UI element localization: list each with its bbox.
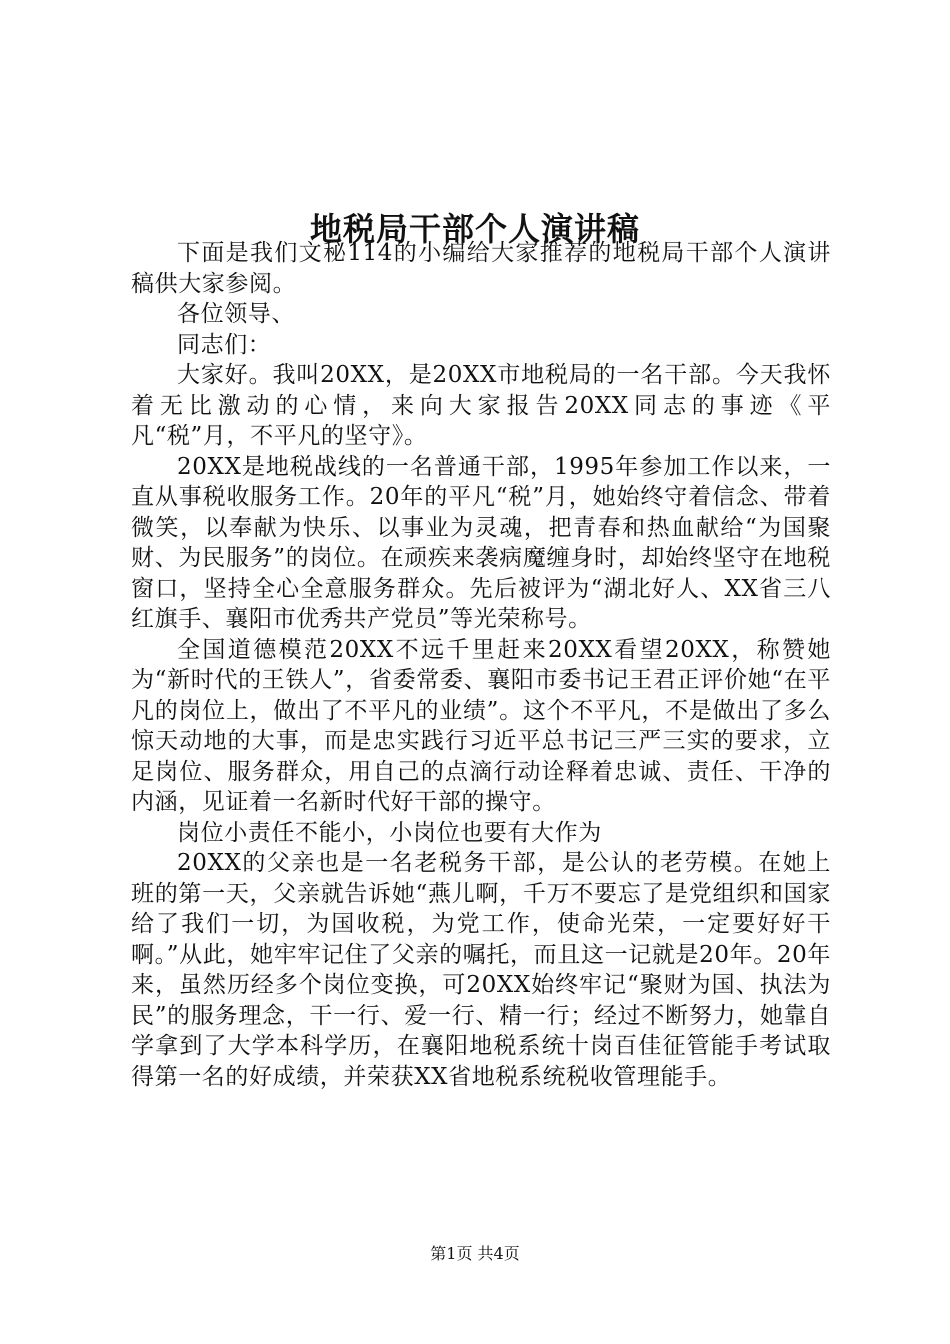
paragraph-intro: 下面是我们文秘114的小编给大家推荐的地税局干部个人演讲稿供大家参阅。: [131, 240, 831, 297]
document-title: 地税局干部个人演讲稿: [309, 210, 640, 249]
page-footer: 第1页 共4页: [430, 1244, 520, 1263]
paragraph-opening: 大家好。我叫20XX，是20XX市地税局的一名干部。今天我怀着无比激动的心情，来向大家报告20XX同志的事迹《平凡“税”月，不平凡的坚守》。: [131, 362, 831, 449]
document-body: [131, 238, 831, 1092]
paragraph-greeting-comrades: 同志们：: [177, 331, 272, 358]
paragraph-greeting-leaders: 各位领导、: [177, 301, 295, 327]
paragraph-father-story: 20XX的父亲也是一名老税务干部，是公认的老劳模。在她上班的第一天，父亲就告诉她“燕儿啊，千万不要忘了是党组织和国家给了我们一切，为国收税，为党工作，使命光荣，一定要好好干啊。”从此，她牢牢记住了父亲的嘱托，而且这一记就是20年。20年来，虽然历经多个岗位变换，可20XX始终牢记“聚财为国、执法为民”的服务理念，干一行、爱一行、精一行；经过不断努力，她靠自学拿到了大学本科学历，在襄阳地税系统十岗百佳征管能手考试取得第一名的好成绩，并荣获XX省地税系统税收管理能手。: [131, 850, 831, 1090]
paragraph-background: 20XX是地税战线的一名普通干部，1995年参加工作以来，一直从事税收服务工作。20年的平凡“税”月，她始终守着信念、带着微笑，以奉献为快乐、以事业为灵魂，把青春和热血献给“为国聚财、为民服务”的岗位。在顽疾来袭病魔缠身时，却始终坚守在地税窗口，坚持全心全意服务群众。先后被评为“湖北好人、XX省三八红旗手、襄阳市优秀共产党员”等光荣称号。: [131, 453, 831, 632]
paragraph-recognition: 全国道德模范20XX不远千里赶来20XX看望20XX，称赞她为“新时代的王铁人”，省委常委、襄阳市委书记王君正评价她“在平凡的岗位上，做出了不平凡的业绩”。这个不平凡，不是做出了多么惊天动地的大事，而是忠实践行习近平总书记三严三实的要求，立足岗位、服务群众，用自己的点滴行动诠释着忠诚、责任、干净的内涵，见证着一名新时代好干部的操守。: [131, 636, 831, 815]
paragraph-section-heading: 岗位小责任不能小，小岗位也要有大作为: [177, 819, 602, 846]
